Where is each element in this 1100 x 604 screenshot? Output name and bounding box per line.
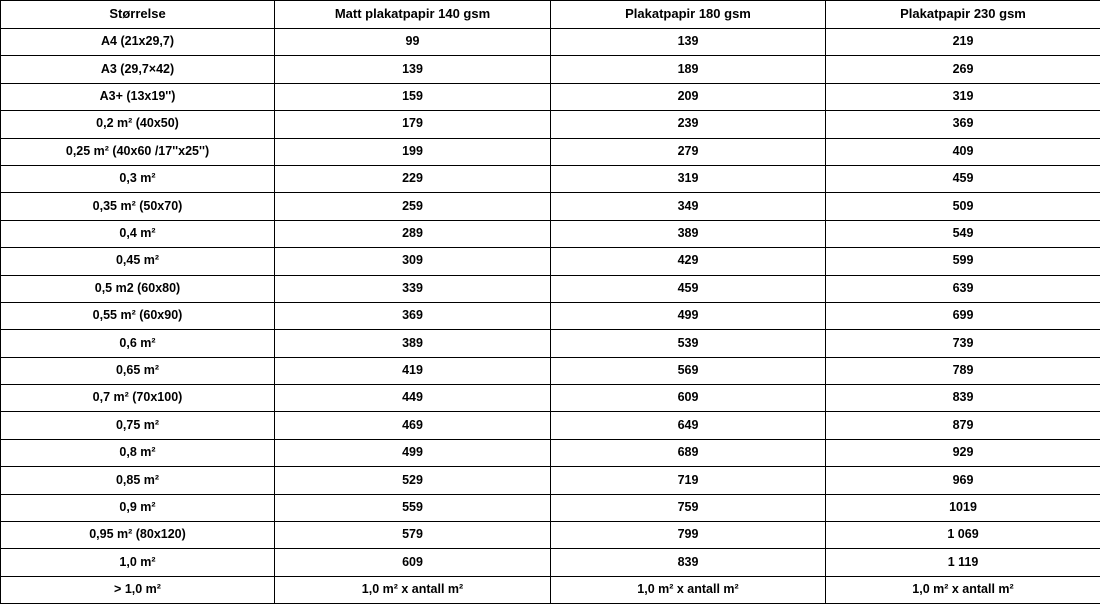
cell-230: 789 — [826, 357, 1100, 384]
cell-matt-140: 139 — [275, 56, 551, 83]
cell-230: 969 — [826, 467, 1100, 494]
cell-230: 699 — [826, 302, 1100, 329]
table-row — [1, 576, 1100, 603]
cell-matt-140: 159 — [275, 83, 551, 110]
cell-matt-140: 259 — [275, 193, 551, 220]
table-row — [1, 138, 1100, 165]
column-header-230: Plakatpapir 230 gsm — [826, 1, 1100, 29]
table-row — [1, 56, 1100, 83]
cell-size: 0,95 m² (80x120) — [1, 522, 275, 549]
cell-180: 759 — [551, 494, 826, 521]
table-row — [1, 439, 1100, 466]
table-header-row — [1, 1, 1100, 29]
cell-matt-140: 499 — [275, 439, 551, 466]
cell-size: A3+ (13x19'') — [1, 83, 275, 110]
table-row — [1, 549, 1100, 576]
cell-matt-140: 309 — [275, 248, 551, 275]
cell-180: 319 — [551, 165, 826, 192]
cell-size: 0,6 m² — [1, 330, 275, 357]
cell-size: > 1,0 m² — [1, 576, 275, 603]
cell-matt-140: 579 — [275, 522, 551, 549]
cell-matt-140: 99 — [275, 29, 551, 56]
cell-230: 1,0 m² x antall m² — [826, 576, 1100, 603]
cell-180: 139 — [551, 29, 826, 56]
cell-180: 349 — [551, 193, 826, 220]
cell-matt-140: 419 — [275, 357, 551, 384]
cell-size: 0,45 m² — [1, 248, 275, 275]
cell-180: 799 — [551, 522, 826, 549]
cell-180: 609 — [551, 385, 826, 412]
table-row — [1, 220, 1100, 247]
cell-matt-140: 389 — [275, 330, 551, 357]
cell-180: 429 — [551, 248, 826, 275]
cell-180: 539 — [551, 330, 826, 357]
cell-size: A3 (29,7×42) — [1, 56, 275, 83]
cell-matt-140: 529 — [275, 467, 551, 494]
cell-230: 369 — [826, 111, 1100, 138]
table-row — [1, 412, 1100, 439]
table-header — [1, 1, 1100, 29]
cell-size: 0,8 m² — [1, 439, 275, 466]
cell-230: 879 — [826, 412, 1100, 439]
table-row — [1, 494, 1100, 521]
table-row — [1, 522, 1100, 549]
cell-180: 569 — [551, 357, 826, 384]
cell-230: 459 — [826, 165, 1100, 192]
cell-size: 0,5 m2 (60x80) — [1, 275, 275, 302]
cell-size: 1,0 m² — [1, 549, 275, 576]
cell-230: 269 — [826, 56, 1100, 83]
cell-230: 599 — [826, 248, 1100, 275]
cell-matt-140: 559 — [275, 494, 551, 521]
cell-size: 0,2 m² (40x50) — [1, 111, 275, 138]
cell-size: 0,3 m² — [1, 165, 275, 192]
table-row — [1, 83, 1100, 110]
cell-180: 719 — [551, 467, 826, 494]
table-body — [1, 29, 1100, 604]
cell-180: 649 — [551, 412, 826, 439]
cell-size: 0,25 m² (40x60 /17''x25'') — [1, 138, 275, 165]
column-header-180: Plakatpapir 180 gsm — [551, 1, 826, 29]
cell-size: A4 (21x29,7) — [1, 29, 275, 56]
cell-230: 319 — [826, 83, 1100, 110]
cell-180: 1,0 m² x antall m² — [551, 576, 826, 603]
cell-230: 509 — [826, 193, 1100, 220]
cell-size: 0,7 m² (70x100) — [1, 385, 275, 412]
cell-180: 239 — [551, 111, 826, 138]
cell-size: 0,4 m² — [1, 220, 275, 247]
cell-180: 389 — [551, 220, 826, 247]
cell-230: 1 119 — [826, 549, 1100, 576]
table-row — [1, 111, 1100, 138]
cell-matt-140: 289 — [275, 220, 551, 247]
cell-180: 689 — [551, 439, 826, 466]
cell-180: 279 — [551, 138, 826, 165]
cell-230: 1019 — [826, 494, 1100, 521]
cell-180: 459 — [551, 275, 826, 302]
cell-matt-140: 369 — [275, 302, 551, 329]
table-row — [1, 165, 1100, 192]
table-row — [1, 302, 1100, 329]
cell-230: 1 069 — [826, 522, 1100, 549]
cell-matt-140: 609 — [275, 549, 551, 576]
cell-size: 0,85 m² — [1, 467, 275, 494]
cell-matt-140: 1,0 m² x antall m² — [275, 576, 551, 603]
cell-180: 499 — [551, 302, 826, 329]
cell-230: 409 — [826, 138, 1100, 165]
cell-180: 209 — [551, 83, 826, 110]
cell-180: 189 — [551, 56, 826, 83]
cell-matt-140: 339 — [275, 275, 551, 302]
cell-size: 0,9 m² — [1, 494, 275, 521]
table-row — [1, 330, 1100, 357]
table-row — [1, 29, 1100, 56]
cell-230: 739 — [826, 330, 1100, 357]
table-row — [1, 357, 1100, 384]
column-header-matt-140: Matt plakatpapir 140 gsm — [275, 1, 551, 29]
table-row — [1, 385, 1100, 412]
cell-230: 219 — [826, 29, 1100, 56]
cell-matt-140: 229 — [275, 165, 551, 192]
cell-matt-140: 449 — [275, 385, 551, 412]
cell-230: 639 — [826, 275, 1100, 302]
table-row — [1, 248, 1100, 275]
cell-size: 0,35 m² (50x70) — [1, 193, 275, 220]
cell-230: 929 — [826, 439, 1100, 466]
column-header-size: Størrelse — [1, 1, 275, 29]
cell-230: 549 — [826, 220, 1100, 247]
table-row — [1, 193, 1100, 220]
cell-size: 0,65 m² — [1, 357, 275, 384]
cell-size: 0,75 m² — [1, 412, 275, 439]
table-row — [1, 275, 1100, 302]
cell-180: 839 — [551, 549, 826, 576]
cell-size: 0,55 m² (60x90) — [1, 302, 275, 329]
table-row — [1, 467, 1100, 494]
cell-matt-140: 179 — [275, 111, 551, 138]
cell-matt-140: 469 — [275, 412, 551, 439]
cell-matt-140: 199 — [275, 138, 551, 165]
cell-230: 839 — [826, 385, 1100, 412]
